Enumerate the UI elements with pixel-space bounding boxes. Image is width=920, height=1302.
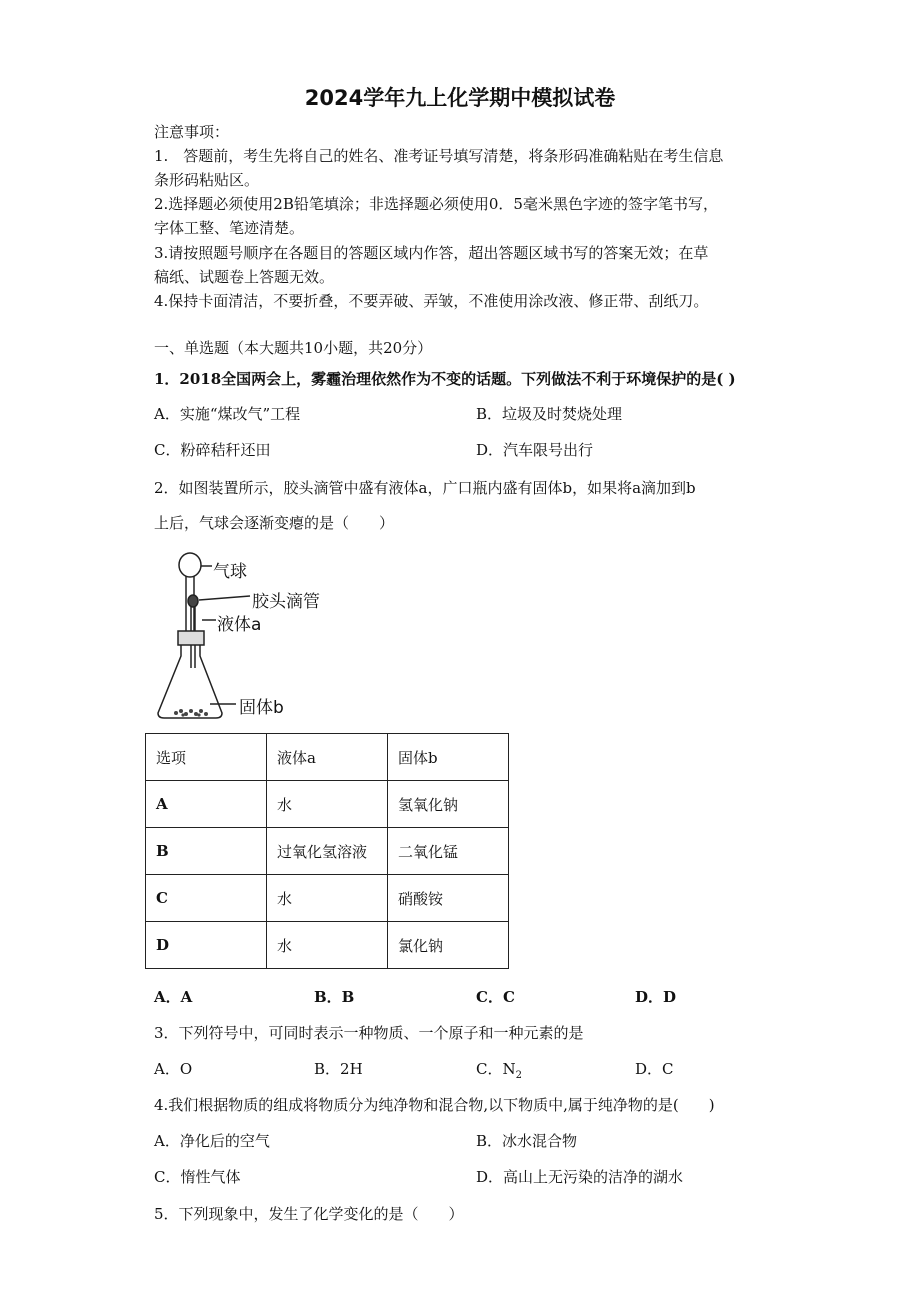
- table-cell: D: [146, 922, 267, 969]
- q1-option-b: B．垃圾及时焚烧处理: [476, 405, 623, 423]
- q1-option-c: C．粉碎秸秆还田: [154, 441, 271, 459]
- notice-line: 3.请按照题号顺序在各题目的答题区域内作答，超出答题区域书写的答案无效；在草: [154, 244, 709, 262]
- table-cell: 二氧化锰: [388, 828, 509, 875]
- table-row: [146, 781, 509, 828]
- balloon-shape: [179, 553, 201, 577]
- q2-option-a: A．A: [154, 988, 193, 1006]
- figure-label-solid: 固体b: [239, 698, 284, 718]
- table-row: [146, 875, 509, 922]
- figure-label-liquid: 液体a: [217, 615, 262, 635]
- table-cell: C: [146, 875, 267, 922]
- table-cell: 水: [267, 781, 388, 828]
- table-cell: 氯化钠: [388, 922, 509, 969]
- table-header-cell: 选项: [146, 734, 267, 781]
- page-title: 2024学年九上化学期中模拟试卷: [304, 86, 616, 110]
- table-header-cell: 液体a: [267, 734, 388, 781]
- table-header-row: [146, 734, 509, 781]
- q3-option-a: A．O: [154, 1060, 193, 1078]
- q2-option-c: C．C: [476, 988, 515, 1006]
- q4-option-b: B．冰水混合物: [476, 1132, 578, 1150]
- dropper-bulb: [188, 595, 198, 607]
- flask-body: [158, 645, 222, 718]
- table-header-cell: 固体b: [388, 734, 509, 781]
- table-cell: B: [146, 828, 267, 875]
- q2-option-d: D．D: [635, 988, 677, 1006]
- q4-option-d: D．高山上无污染的洁净的湖水: [476, 1168, 684, 1186]
- solid-granules: [174, 709, 208, 717]
- q2-option-b: B．B: [314, 988, 355, 1006]
- notice-line: 2.选择题必须使用2B铅笔填涂；非选择题必须使用0．5毫米黑色字迹的签字笔书写，: [154, 195, 718, 213]
- table-row: [146, 828, 509, 875]
- notice-heading: 注意事项：: [154, 123, 230, 141]
- q3-stem: 3．下列符号中，可同时表示一种物质、一个原子和一种元素的是: [154, 1024, 584, 1042]
- q3-option-c: [476, 1059, 522, 1086]
- q3-option-c-text: C．N: [476, 1060, 516, 1078]
- q1-stem: 1．2018全国两会上，雾霾治理依然作为不变的话题。下列做法不利于环境保护的是( ): [154, 370, 736, 388]
- options-table: [145, 733, 509, 969]
- table-cell: 水: [267, 922, 388, 969]
- table-cell: 水: [267, 875, 388, 922]
- q1-option-d: D．汽车限号出行: [476, 441, 594, 459]
- q3-option-d: D．C: [635, 1060, 674, 1078]
- q4-option-a: A．净化后的空气: [154, 1132, 270, 1150]
- notice-line: 1. 答题前，考生先将自己的姓名、准考证号填写清楚，将条形码准确粘贴在考生信息: [154, 147, 724, 165]
- figure-label-balloon: 气球: [213, 562, 247, 582]
- notice-line: 4.保持卡面清洁，不要折叠，不要弄破、弄皱，不准使用涂改液、修正带、刮纸刀。: [154, 292, 709, 310]
- dropper-leader: [199, 596, 250, 600]
- q3-option-b: B．2H: [314, 1060, 363, 1078]
- q2-stem-line1: 2．如图装置所示，胶头滴管中盛有液体a，广口瓶内盛有固体b，如果将a滴加到b: [154, 479, 696, 497]
- q3-option-c-subscript: 2: [515, 1070, 522, 1081]
- q2-stem-line2: 上后，气球会逐渐变瘪的是（ ）: [154, 514, 395, 532]
- table-row: [146, 922, 509, 969]
- notice-line: 稿纸、试题卷上答题无效。: [154, 268, 335, 286]
- q4-option-c: C．惰性气体: [154, 1168, 241, 1186]
- table-cell: A: [146, 781, 267, 828]
- table-cell: 硝酸铵: [388, 875, 509, 922]
- figure-label-dropper: 胶头滴管: [252, 592, 320, 612]
- table-cell: 氢氧化钠: [388, 781, 509, 828]
- notice-line: 条形码粘贴区。: [154, 171, 260, 189]
- table-cell: 过氧化氢溶液: [267, 828, 388, 875]
- notice-line: 字体工整、笔迹清楚。: [154, 219, 305, 237]
- section-heading: 一、单选题（本大题共10小题，共20分）: [154, 339, 433, 357]
- q4-stem: 4.我们根据物质的组成将物质分为纯净物和混合物,以下物质中,属于纯净物的是( ): [154, 1096, 715, 1114]
- q1-option-a: A．实施“煤改气”工程: [154, 405, 301, 423]
- q5-stem: 5．下列现象中，发生了化学变化的是（ ）: [154, 1205, 464, 1223]
- stopper: [178, 631, 204, 645]
